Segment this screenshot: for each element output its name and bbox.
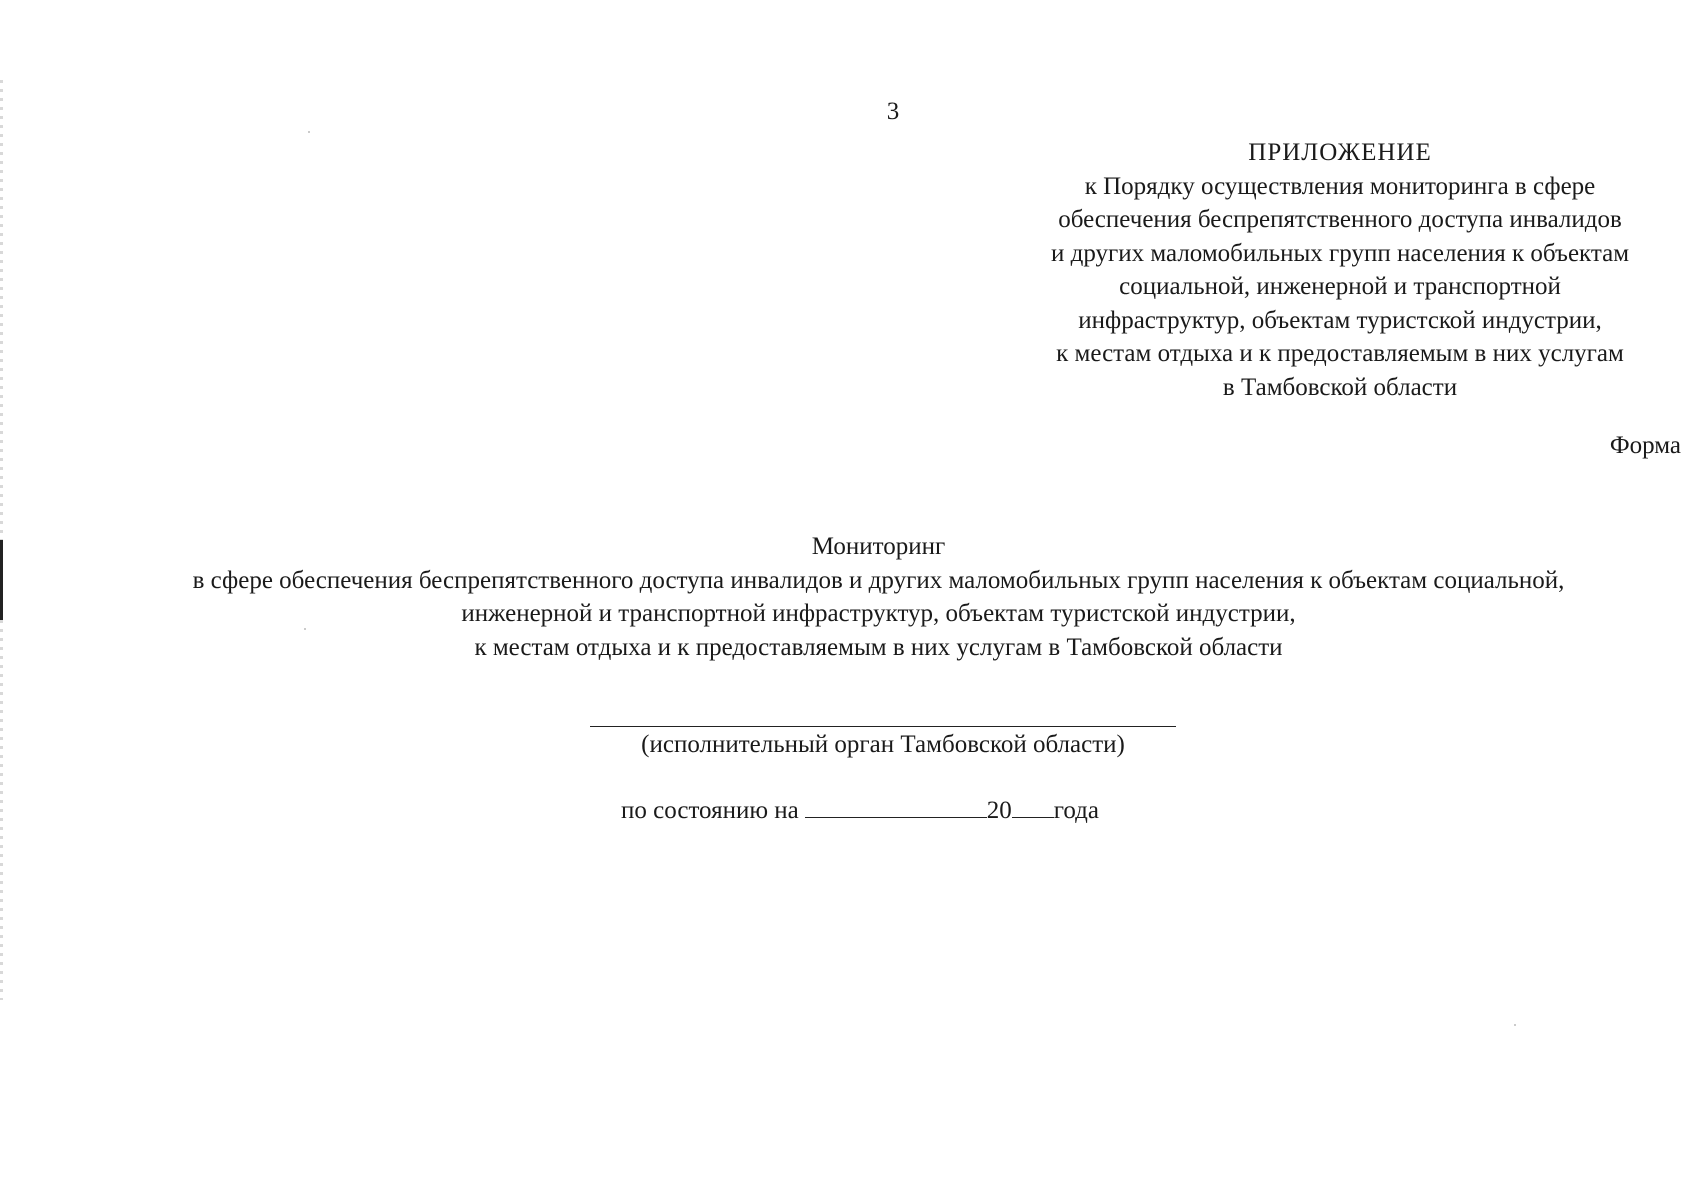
authority-field xyxy=(590,700,1176,759)
appendix-line: к Порядку осуществления мониторинга в сфере xyxy=(1084,172,1596,200)
appendix-line: к местам отдыха и к предоставляемым в них услугам xyxy=(1056,340,1624,367)
scan-speck xyxy=(308,131,310,133)
authority-caption: (исполнительный орган Тамбовской области) xyxy=(641,731,1125,758)
page-number: 3 xyxy=(886,98,900,125)
authority-blank-line[interactable] xyxy=(590,700,1176,727)
document-title-block xyxy=(60,530,1697,664)
appendix-line: инфраструктур, объектам туристской индустрии, xyxy=(1078,306,1602,334)
document-title: Мониторинг xyxy=(811,533,946,560)
appendix-block xyxy=(1000,136,1680,404)
appendix-line: обеспечения беспрепятственного доступа инвалидов xyxy=(1058,206,1622,233)
document-title-line: в сфере обеспечения беспрепятственного доступа инвалидов и других маломобильных групп населения к объектам социальной, xyxy=(192,566,1565,594)
appendix-line: и других маломобильных групп населения к объектам xyxy=(1050,239,1630,267)
appendix-line: социальной, инженерной и транспортной xyxy=(1119,273,1561,300)
year-blank[interactable] xyxy=(1012,795,1054,818)
appendix-heading: ПРИЛОЖЕНИЕ xyxy=(1248,139,1432,166)
date-blank[interactable] xyxy=(805,795,987,818)
appendix-line: в Тамбовской области xyxy=(1222,373,1458,401)
document-title-line: к местам отдыха и к предоставляемым в них услугам в Тамбовской области xyxy=(474,633,1283,661)
as-of-prefix: по состоянию на xyxy=(621,797,799,824)
as-of-suffix: года xyxy=(1053,797,1099,824)
as-of-date-field xyxy=(560,795,1160,825)
form-label: Форма xyxy=(1609,432,1681,459)
century-text: 20 xyxy=(986,797,1012,824)
document-title-line: инженерной и транспортной инфраструктур, объектам туристской индустрии, xyxy=(461,600,1296,627)
scan-edge-mark xyxy=(0,540,3,620)
scan-speck xyxy=(1514,1024,1516,1026)
